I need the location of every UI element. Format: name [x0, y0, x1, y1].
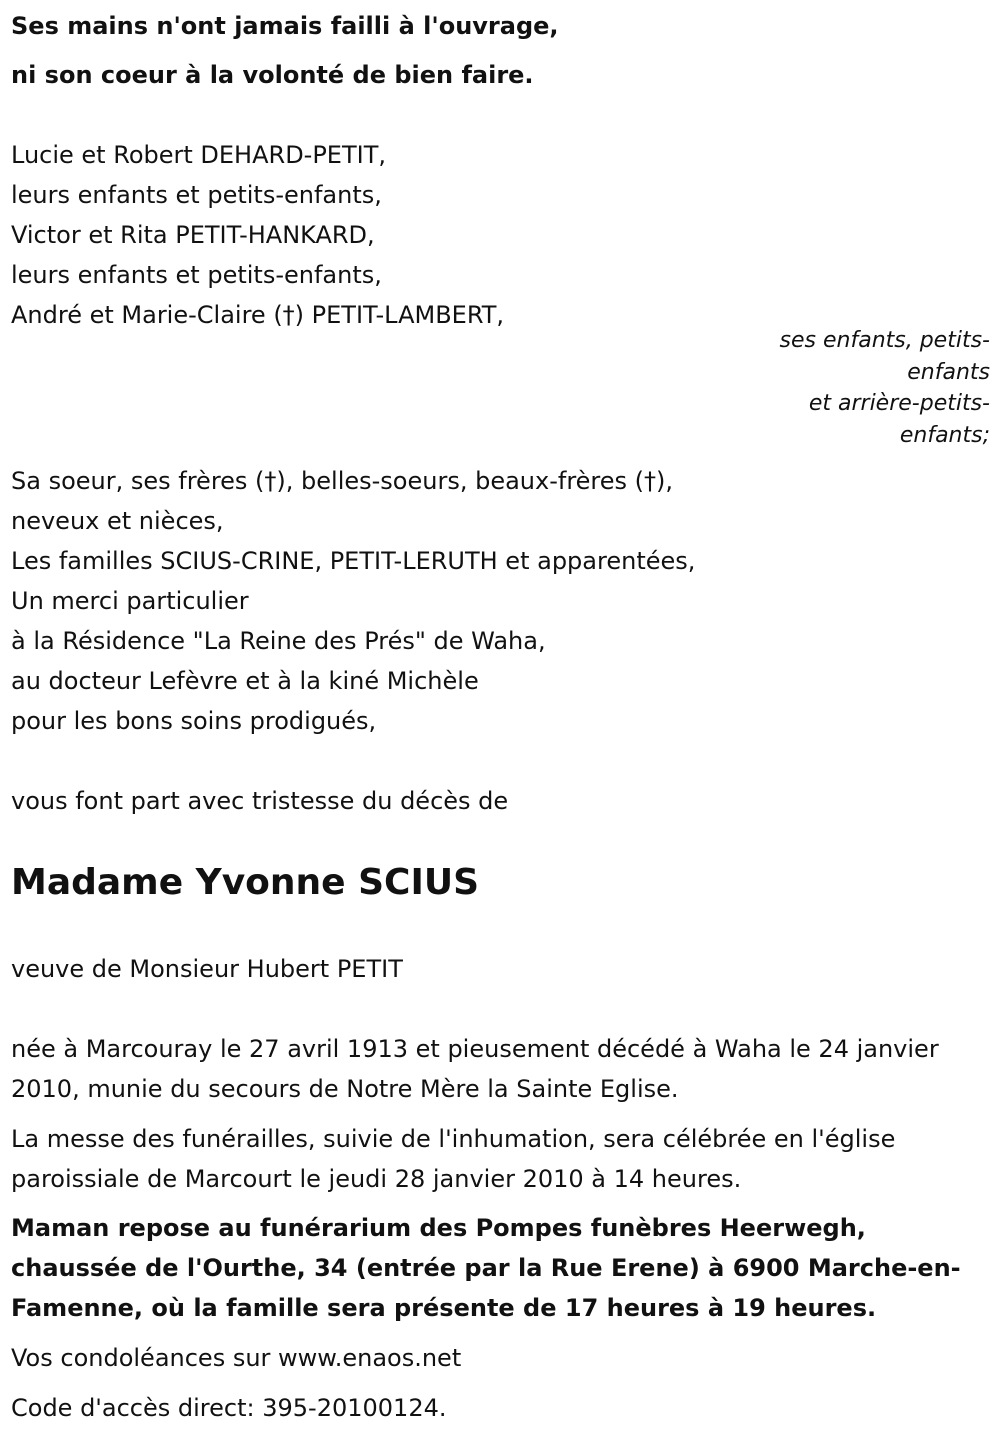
relatives-line: à la Résidence "La Reine des Prés" de Waha,	[11, 627, 546, 655]
family-line: leurs enfants et petits-enfants,	[11, 261, 382, 289]
spouse-line: veuve de Monsieur Hubert PETIT	[11, 955, 403, 983]
relatives-line: Sa soeur, ses frères (†), belles-soeurs, beaux-frères (†),	[11, 467, 674, 495]
relatives-line: Les familles SCIUS-CRINE, PETIT-LERUTH et apparentées,	[11, 547, 696, 575]
announcement-text: vous font part avec tristesse du décès de	[11, 787, 509, 815]
relatives-line: pour les bons soins prodigués,	[11, 707, 377, 735]
epitaph-line-2: ni son coeur à la volonté de bien faire.	[11, 61, 534, 89]
descendants-line-2: et arrière-petits-enfants;	[808, 391, 990, 448]
relatives-line: neveux et nièces,	[11, 507, 224, 535]
family-line: leurs enfants et petits-enfants,	[11, 181, 382, 209]
condolences-line: Vos condoléances sur www.enaos.net	[11, 1344, 462, 1372]
descendants-line-1: ses enfants, petits-enfants	[779, 328, 990, 385]
funerarium-paragraph: Maman repose au funérarium des Pompes funèbres Heerwegh, chaussée de l'Ourthe, 34 (entrée par la Rue Erene) à 6900 Marche-en-Famenne, où la famille sera présente de 17 heures à 19 heures.	[11, 1214, 961, 1322]
relatives-line: Un merci particulier	[11, 587, 249, 615]
access-code-line: Code d'accès direct: 395-20100124.	[11, 1394, 447, 1422]
family-line: Lucie et Robert DEHARD-PETIT,	[11, 141, 386, 169]
family-line: André et Marie-Claire (†) PETIT-LAMBERT,	[11, 301, 505, 329]
birth-death-paragraph: née à Marcouray le 27 avril 1913 et pieusement décédé à Waha le 24 janvier 2010, munie du secours de Notre Mère la Sainte Eglise.	[11, 1035, 939, 1103]
relatives-line: au docteur Lefèvre et à la kiné Michèle	[11, 667, 479, 695]
deceased-name: Madame Yvonne SCIUS	[11, 862, 480, 903]
family-line: Victor et Rita PETIT-HANKARD,	[11, 221, 375, 249]
epitaph-line-1: Ses mains n'ont jamais failli à l'ouvrage,	[11, 12, 559, 40]
funeral-paragraph: La messe des funérailles, suivie de l'inhumation, sera célébrée en l'église paroissiale de Marcourt le jeudi 28 janvier 2010 à 14 heures.	[11, 1125, 896, 1193]
